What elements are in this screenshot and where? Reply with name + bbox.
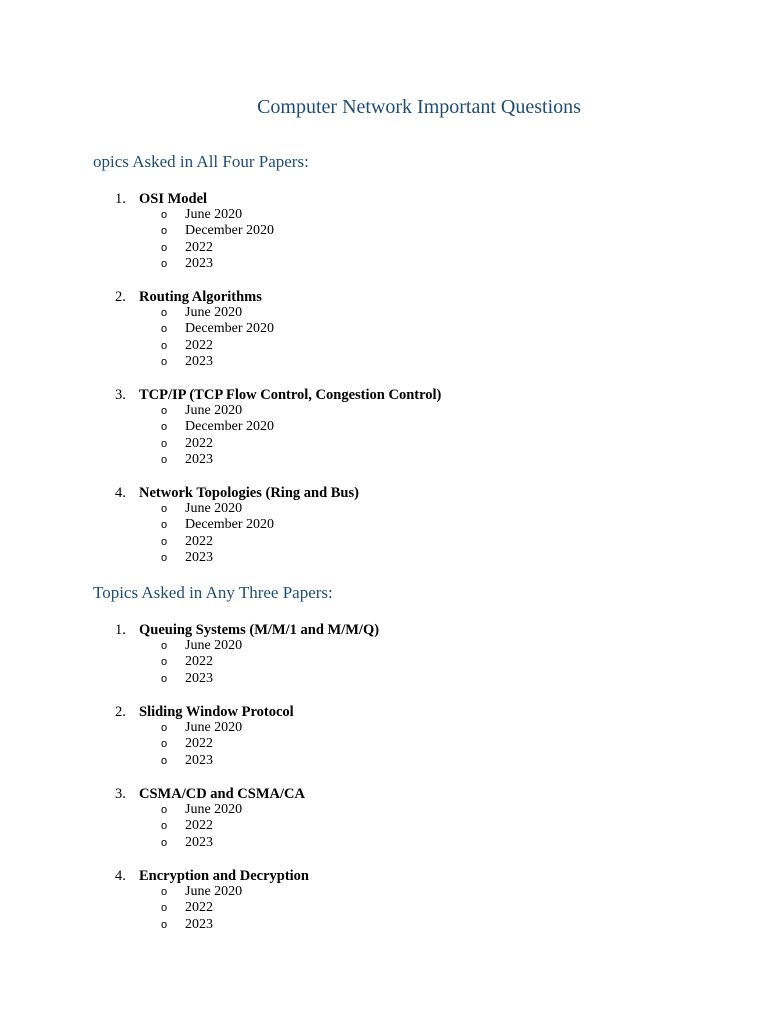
year-item [115,802,715,818]
year-item [115,223,715,239]
topic-osi-model [115,191,715,272]
topic-label: Queuing Systems (M/M/1 and M/M/Q) [139,622,380,638]
circle-bullet-icon: o [161,836,168,849]
year-text: June 2020 [185,403,243,418]
year-item [115,403,715,419]
circle-bullet-icon: o [161,339,168,352]
circle-bullet-icon: o [161,503,168,515]
year-text: 2022 [185,435,213,451]
circle-bullet-icon: o [161,902,168,915]
year-item [115,638,715,654]
circle-bullet-icon: o [161,519,168,532]
circle-bullet-icon: o [161,421,168,434]
topic-label: Encryption and Decryption [139,868,309,884]
topic-number: 1. [115,191,126,207]
year-item [115,419,715,435]
year-item [115,305,715,321]
topic-label: TCP/IP (TCP Flow Control, Congestion Control) [139,387,442,403]
year-text: 2022 [185,818,213,834]
year-text: June 2020 [185,501,243,516]
circle-bullet-icon: o [161,535,168,548]
circle-bullet-icon: o [161,640,168,652]
year-text: 2023 [185,451,213,467]
year-item [115,654,715,670]
year-text: December 2020 [185,223,275,239]
year-item [115,207,715,223]
topic-number: 4. [115,485,126,501]
year-item [115,240,715,256]
year-text: 2022 [185,337,213,353]
year-text: 2023 [185,353,213,369]
year-item [115,256,715,272]
year-list [115,802,715,851]
circle-bullet-icon: o [161,754,168,767]
circle-bullet-icon: o [161,241,168,254]
year-item [115,436,715,452]
year-text: June 2020 [185,305,243,320]
year-text: 2023 [185,255,213,271]
year-item [115,736,715,752]
circle-bullet-icon: o [161,355,168,368]
year-item [115,517,715,533]
year-item [115,753,715,769]
year-item [115,917,715,933]
circle-bullet-icon: o [161,225,168,238]
year-item [115,884,715,900]
year-text: 2023 [185,670,213,686]
year-text: 2022 [185,736,213,752]
circle-bullet-icon: o [161,820,168,833]
year-text: June 2020 [185,638,243,653]
year-item [115,338,715,354]
year-item [115,452,715,468]
topic-number: 3. [115,786,126,802]
circle-bullet-icon: o [161,405,168,417]
circle-bullet-icon: o [161,209,168,221]
year-item [115,900,715,916]
year-list [115,403,715,468]
year-text: December 2020 [185,321,275,337]
document-title: Computer Network Important Questions [257,96,581,118]
circle-bullet-icon: o [161,656,168,669]
year-text: 2022 [185,900,213,916]
topic-number: 2. [115,289,126,305]
year-list [115,207,715,272]
year-text: 2022 [185,239,213,255]
topic-queuing-systems [115,622,715,687]
year-item [115,534,715,550]
circle-bullet-icon: o [161,453,168,466]
topic-encryption [115,868,715,933]
topic-label: Network Topologies (Ring and Bus) [139,485,359,501]
circle-bullet-icon: o [161,307,168,319]
year-text: June 2020 [185,884,243,899]
year-text: June 2020 [185,207,243,222]
topic-number: 2. [115,704,126,720]
year-text: June 2020 [185,720,243,735]
year-text: June 2020 [185,802,243,817]
topic-label: Routing Algorithms [139,289,262,305]
circle-bullet-icon: o [161,738,168,751]
year-item [115,354,715,370]
circle-bullet-icon: o [161,918,168,931]
circle-bullet-icon: o [161,257,168,270]
topic-routing-algorithms [115,289,715,370]
year-item [115,321,715,337]
year-item [115,671,715,687]
year-item [115,835,715,851]
topic-network-topologies [115,485,715,566]
year-text: 2023 [185,916,213,932]
topic-tcp-ip [115,387,715,468]
circle-bullet-icon: o [161,722,168,734]
year-text: December 2020 [185,419,275,435]
year-list [115,501,715,566]
year-text: 2023 [185,752,213,768]
year-item [115,501,715,517]
topic-label: Sliding Window Protocol [139,704,294,720]
year-item [115,720,715,736]
year-text: 2022 [185,654,213,670]
section-heading-all-four: opics Asked in All Four Papers: [93,152,309,171]
topic-label: CSMA/CD and CSMA/CA [139,786,305,802]
topic-label: OSI Model [139,191,208,207]
circle-bullet-icon: o [161,672,168,685]
year-list [115,305,715,370]
year-text: December 2020 [185,517,275,533]
year-item [115,550,715,566]
section-heading-any-three: Topics Asked in Any Three Papers: [93,583,333,602]
topic-csma [115,786,715,851]
circle-bullet-icon: o [161,886,168,898]
year-list [115,638,715,687]
circle-bullet-icon: o [161,437,168,450]
circle-bullet-icon: o [161,551,168,564]
year-list [115,884,715,933]
year-text: 2023 [185,834,213,850]
year-text: 2023 [185,549,213,565]
topic-number: 4. [115,868,126,884]
topic-sliding-window [115,704,715,769]
topic-number: 3. [115,387,126,403]
year-text: 2022 [185,533,213,549]
year-item [115,818,715,834]
circle-bullet-icon: o [161,804,168,816]
topic-number: 1. [115,622,126,638]
circle-bullet-icon: o [161,323,168,336]
year-list [115,720,715,769]
